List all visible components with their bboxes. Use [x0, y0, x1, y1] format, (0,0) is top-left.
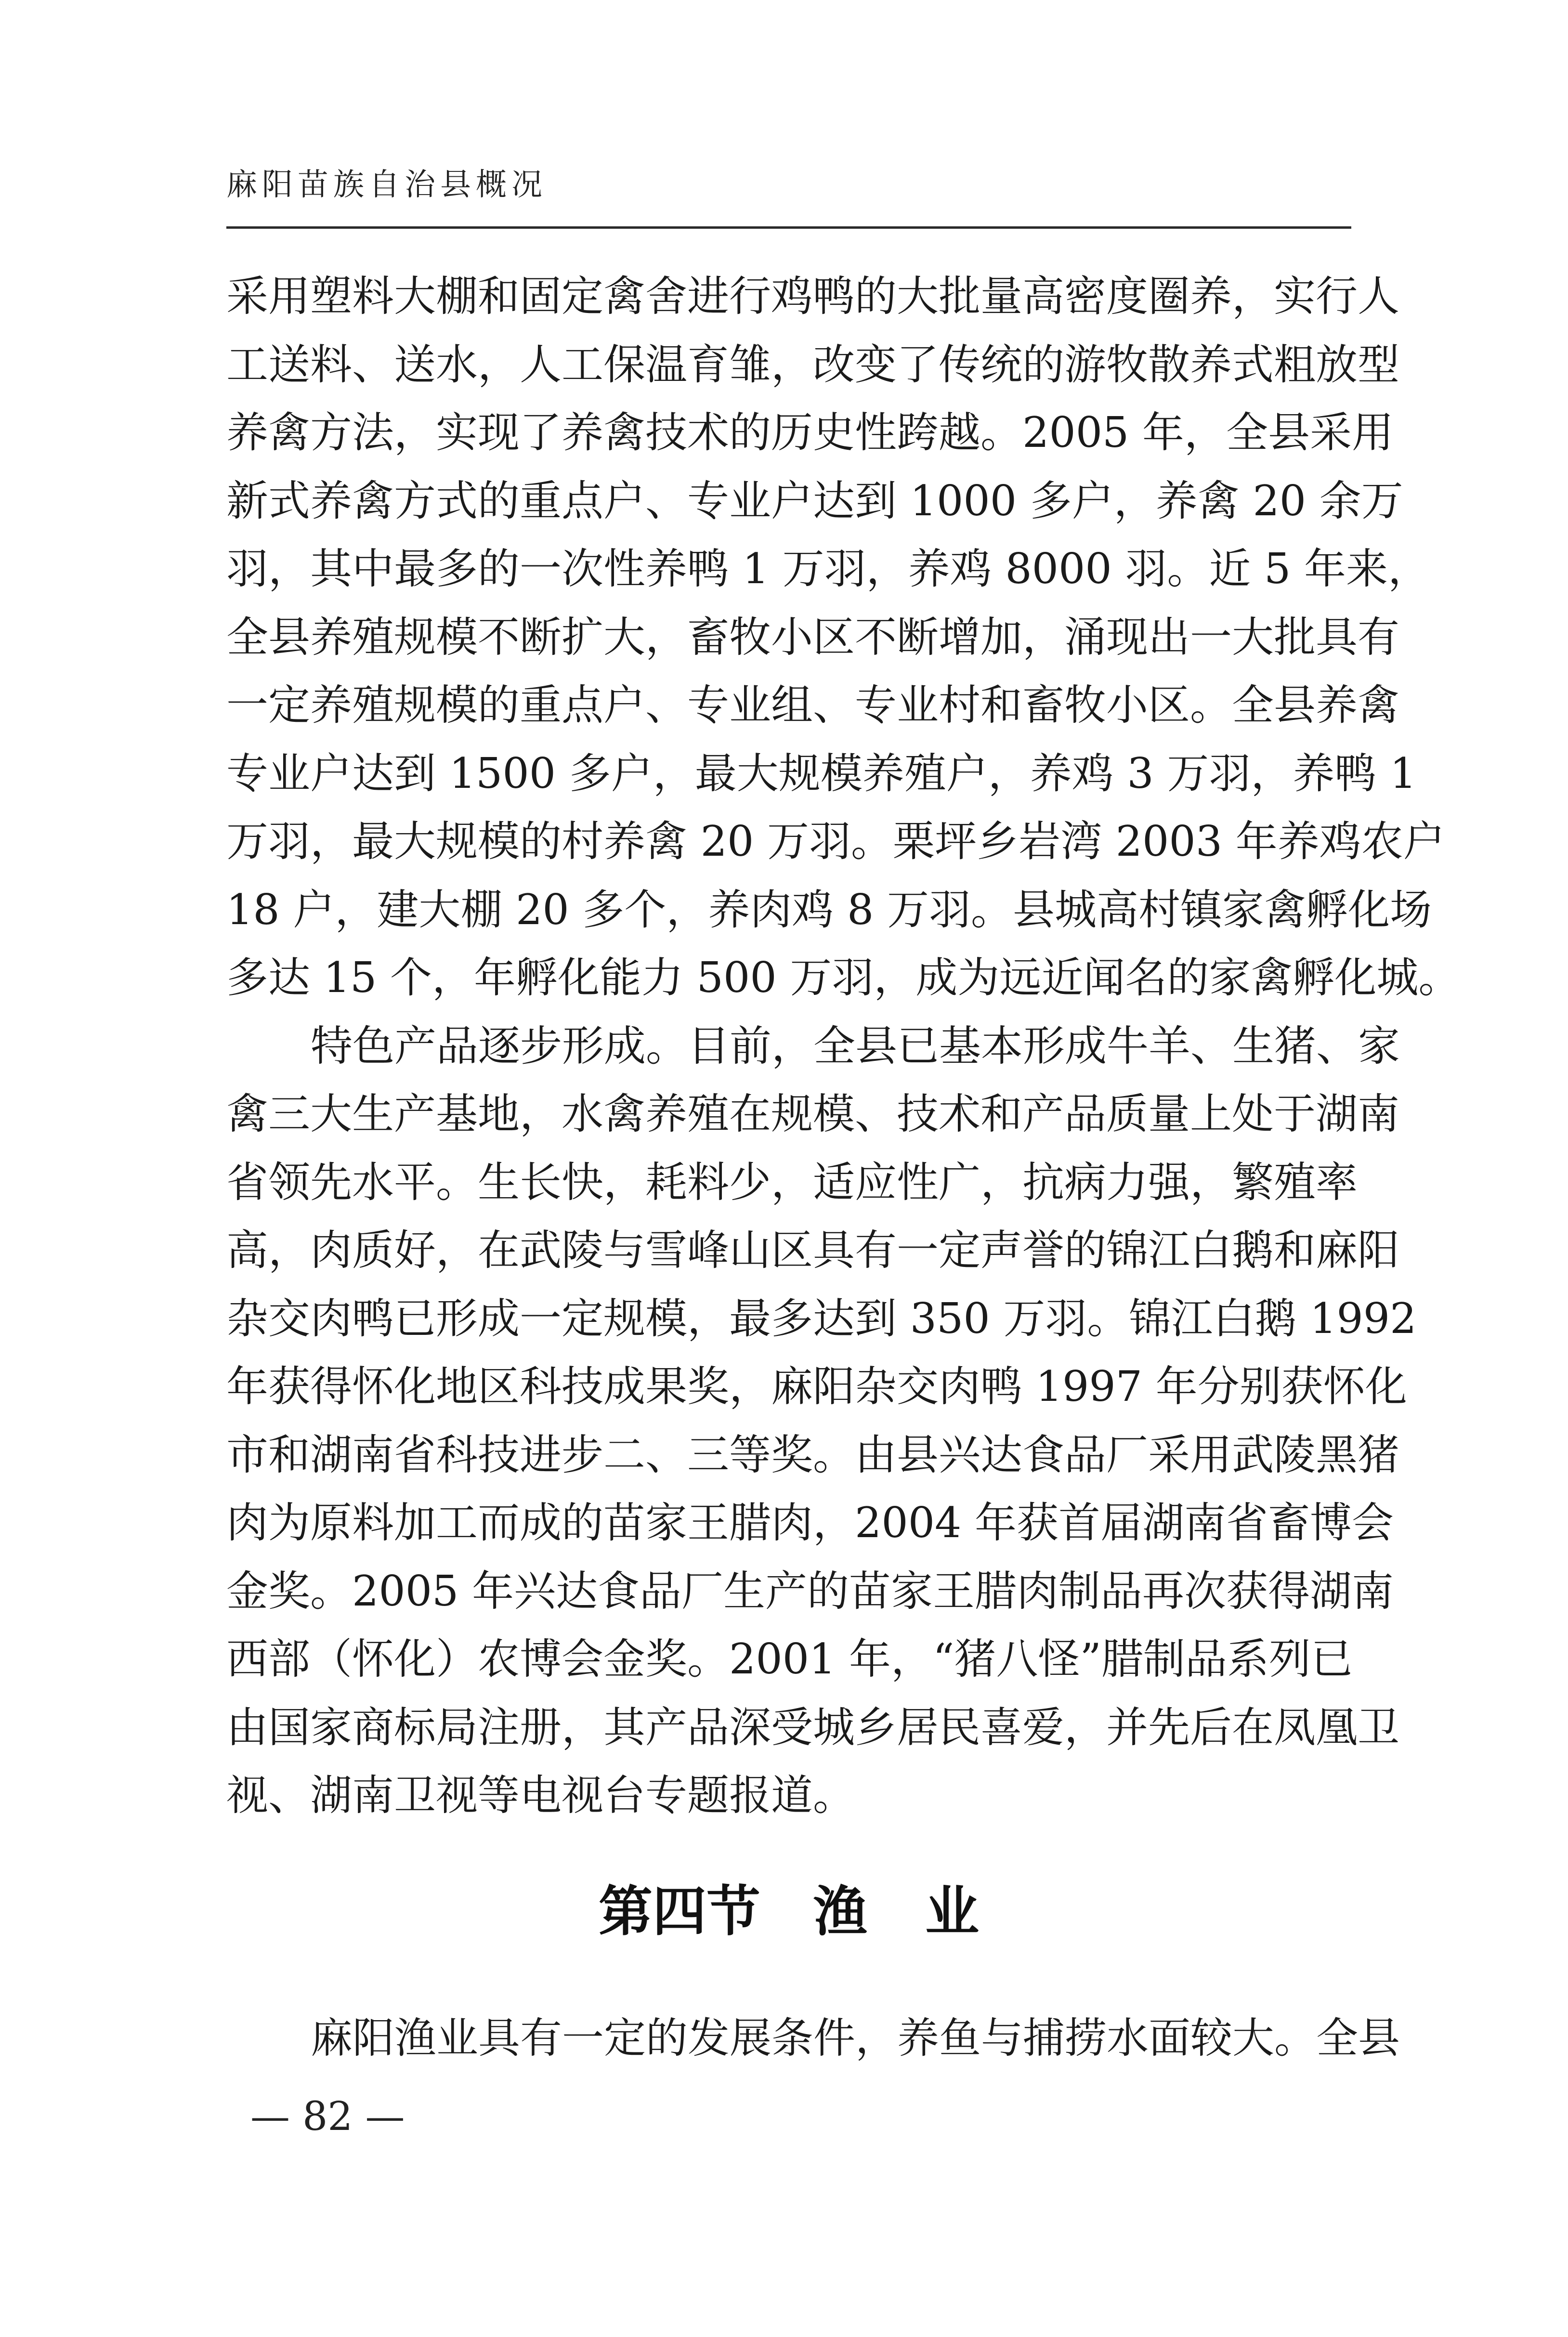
text-line: 采用塑料大棚和固定禽舍进行鸡鸭的大批量高密度圈养，实行人: [226, 272, 1399, 321]
section-title-part2: 业: [925, 1880, 979, 1943]
header-rule: [226, 226, 1351, 229]
section-number: 第四节: [599, 1880, 760, 1943]
text-line: 工送料、送水，人工保温育雏，改变了传统的游牧散养式粗放型: [226, 339, 1399, 389]
text-line: 万羽，最大规模的村养禽 20 万羽。栗坪乡岩湾 2003 年养鸡农户: [226, 817, 1445, 866]
text-line: 羽，其中最多的一次性养鸭 1 万羽，养鸡 8000 羽。近 5 年来，: [226, 544, 1430, 593]
text-line: 高，肉质好，在武陵与雪峰山区具有一定声誉的锦江白鹅和麻阳: [226, 1226, 1399, 1275]
text-line: 一定养殖规模的重点户、专业组、专业村和畜牧小区。全县养禽: [226, 680, 1399, 730]
text-line: 新式养禽方式的重点户、专业户达到 1000 多户，养禽 20 余万: [226, 476, 1403, 525]
text-line: 禽三大生产基地，水禽养殖在规模、技术和产品质量上处于湖南: [226, 1089, 1399, 1138]
text-line: 麻阳渔业具有一定的发展条件，养鱼与捕捞水面较大。全县: [311, 2013, 1400, 2063]
text-line: 金奖。2005 年兴达食品厂生产的苗家王腊肉制品再次获得湖南: [226, 1566, 1394, 1616]
text-line: 年获得怀化地区科技成果奖，麻阳杂交肉鸭 1997 年分别获怀化: [226, 1362, 1407, 1411]
text-line: 视、湖南卫视等电视台专题报道。: [226, 1771, 855, 1820]
text-line: 市和湖南省科技进步二、三等奖。由县兴达食品厂采用武陵黑猪: [226, 1430, 1399, 1479]
section-title-part1: 渔: [813, 1880, 867, 1943]
text-line: 西部（怀化）农博会金奖。2001 年，“猪八怪”腊制品系列已: [226, 1634, 1353, 1684]
text-line: 18 户，建大棚 20 多个，养肉鸡 8 万羽。县城高村镇家禽孵化场: [226, 885, 1432, 934]
text-line: 养禽方法，实现了养禽技术的历史性跨越。2005 年，全县采用: [226, 408, 1394, 457]
text-line: 特色产品逐步形成。目前，全县已基本形成牛羊、生猪、家: [311, 1021, 1400, 1071]
text-line: 省领先水平。生长快，耗料少，适应性广，抗病力强，繁殖率: [226, 1157, 1358, 1207]
section-heading: [226, 1873, 1351, 1950]
text-line: 多达 15 个，年孵化能力 500 万羽，成为远近闻名的家禽孵化城。: [226, 953, 1461, 1002]
page-number: — 82 —: [250, 2094, 405, 2140]
text-line: 全县养殖规模不断扩大，畜牧小区不断增加，涌现出一大批具有: [226, 612, 1399, 662]
closing-text: [226, 2004, 1400, 2073]
text-line: 肉为原料加工而成的苗家王腊肉，2004 年获首届湖南省畜博会: [226, 1498, 1394, 1547]
text-line: 由国家商标局注册，其产品深受城乡居民喜爱，并先后在凤凰卫: [226, 1702, 1399, 1752]
text-line: 杂交肉鸭已形成一定规模，最多达到 350 万羽。锦江白鹅 1992: [226, 1293, 1417, 1343]
body-text: [226, 262, 1461, 1830]
running-header: 麻阳苗族自治县概况: [226, 167, 547, 203]
text-line: 专业户达到 1500 多户，最大规模养殖户，养鸡 3 万羽，养鸭 1: [226, 748, 1417, 798]
